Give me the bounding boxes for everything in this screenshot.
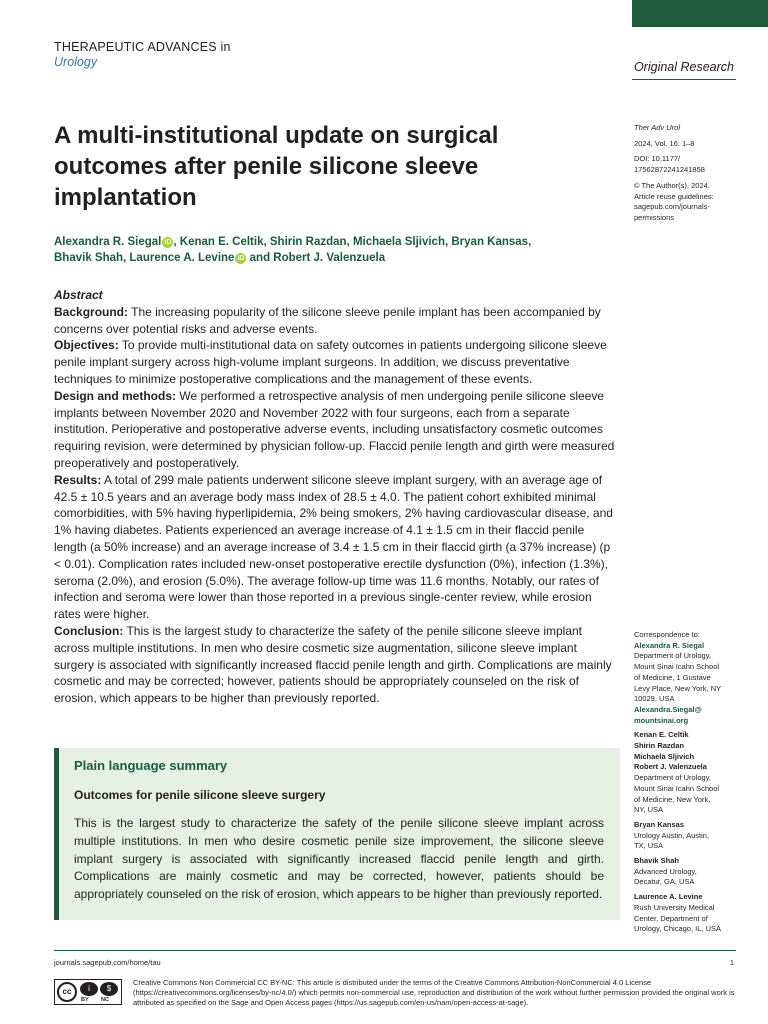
header-divider <box>632 79 736 80</box>
doi-number[interactable]: 17562872241241858 <box>634 165 705 175</box>
copyright: © The Author(s), 2024. <box>634 180 710 190</box>
affil-addr: Urology, Chicago, IL, USA <box>634 924 721 934</box>
correspondence-block <box>634 630 721 935</box>
corr-addr: Mount Sinai Icahn School <box>634 662 720 672</box>
section-text: To provide multi-institutional data on safety outcomes in patients undergoing silicone sleeve penile implant surgery across high-volume implant surgeons. In addition, we discuss preventative techniques to minimize postoperative complications and the management of these events. <box>54 338 607 386</box>
journal-url[interactable]: journals.sagepub.com/home/tau <box>54 958 161 967</box>
affil-name: Bhavik Shah <box>634 856 680 866</box>
article-meta <box>634 123 714 224</box>
journal-name: THERAPEUTIC ADVANCES in <box>54 40 231 54</box>
affil-name: Bryan Kansas <box>634 819 685 829</box>
affil-addr: Rush University Medical <box>634 902 715 912</box>
volume-info: 2024, Vol. 16: 1–8 <box>634 138 695 148</box>
corr-addr: of Medicine, 1 Gustave <box>634 672 711 682</box>
section-label: Design and methods: <box>54 388 177 403</box>
cc-license-badge[interactable] <box>54 979 122 1005</box>
authors-line1: , Kenan E. Celtik, Shirin Razdan, Michaela Sljivich, Bryan Kansas, <box>173 236 532 248</box>
section-text: This is the largest study to characterize the safety of the penile silicone sleeve implant across multiple institutions. In men who desire cosmetic size augmentation, silicone sleeve implant surgery is associated with significantly increased flaccid penile length and girth. Complications are mainly cosmetic and may be corrected; however, patients should be appropriately counseled on the risk of erosion, which appears to be higher than previously reported. <box>54 623 612 706</box>
author-siegal: Alexandra R. Siegal <box>54 236 162 248</box>
abstract-background <box>54 304 620 338</box>
affil-addr: Advanced Urology, <box>634 866 697 876</box>
abstract-heading: Abstract <box>54 288 103 302</box>
section-text: The increasing popularity of the silicone sleeve penile implant has been accompanied by concerns over potential risks and adverse events. <box>54 304 601 336</box>
abstract-objectives <box>54 337 620 387</box>
affil-addr: Department of Urology, <box>634 773 711 783</box>
affil-addr: NY, USA <box>634 805 664 815</box>
affil-name: Laurence A. Levine <box>634 892 703 902</box>
header-color-bar <box>632 0 768 27</box>
author-list <box>54 234 594 266</box>
corr-email[interactable]: Alexandra.Siegal@ <box>634 704 702 714</box>
orcid-icon[interactable]: iD <box>237 255 245 262</box>
orcid-icon[interactable]: iD <box>164 239 172 246</box>
abstract <box>54 287 620 707</box>
authors-line2-end: and Robert J. Valenzuela <box>246 252 386 264</box>
cc-nc-label: NC <box>101 997 109 1003</box>
affil-addr: of Medicine, New York, <box>634 794 711 804</box>
license-text: Creative Commons Non Commercial CC BY-NC: This article is distributed under the terms of the Creative Commons Attribution-NonCommercial 4.0 License (https://creativecommons.org/licenses/by-nc/4.0/) which permits non-commercial use, reproduction and distribution of the work without further permission provided the original work is attributed as specified on the Sage and Open Access pages (https://us.sagepub.com/en-us/nam/open-access-at-sage). <box>133 978 735 1007</box>
cc-icon: cc <box>57 982 77 1002</box>
plain-language-summary-box <box>54 748 620 920</box>
section-text: A total of 299 male patients underwent silicone sleeve implant surgery, with an average age of 42.5 ± 10.5 years and an average body mass index of 28.5 ± 4.0. The patient cohort exhibited minimal comorbidities, with 5% having hyperlipidemia, 2% being smokers, 2% having cardiovascular disease, and 1% having diabetes. Patients experienced an average increase of 4.1 ± 1.5 cm in their flaccid penile length (a 50% increase) and an average increase of 3.4 ± 1.5 cm in their flaccid girth (a 37% increase) (p < 0.01). Complication rates included new-onset postoperative erectile dysfunction (0%), infection (1.3%), seroma (2.0%), and erosion (5.0%). The average follow-up time was 11.6 months. Notably, our rates of infection and seroma were lower than those reported in a previous single-center review, while erosion rates were higher. <box>54 472 613 622</box>
cc-by-label: BY <box>81 997 89 1003</box>
section-label: Conclusion: <box>54 623 124 638</box>
affil-addr: Urology Austin, Austin, <box>634 830 710 840</box>
summary-accent-bar <box>54 748 59 920</box>
noncommercial-icon: $ <box>100 982 118 996</box>
affil-name: Shirin Razdan <box>634 741 685 751</box>
article-title: A multi-institutional update on surgical outcomes after penile silicone sleeve implantation <box>54 122 499 211</box>
affil-name: Michaela Sljivich <box>634 751 695 761</box>
abstract-conclusion <box>54 623 620 707</box>
authors-line2: Bhavik Shah, Laurence A. Levine <box>54 252 235 264</box>
affil-addr: TX, USA <box>634 841 664 851</box>
section-text: We performed a retrospective analysis of men undergoing penile silicone sleeve implants between November 2020 and November 2022 with four surgeons, each from a separate institution. Perioperative and postoperative adverse events, including unsatisfactory cosmetic outcomes requiring revision, were determined by physician follow-up. Flaccid penile length and girth were measured preoperatively and postoperatively. <box>54 388 615 470</box>
section-label: Results: <box>54 472 102 487</box>
summary-body: This is the largest study to characterize the safety of the penile silicone sleeve implant across multiple institutions. In men who desire cosmetic penile size improvement, the silicone sleeve implant surgery is associated with significantly increased flaccid penile length and girth. Complications are mainly cosmetic and may be corrected, however, patients should be appropriately counseled on the risk of erosion, which appears to be higher than previously reported. <box>74 816 604 902</box>
journal-abbrev: Ther Adv Urol <box>634 123 680 132</box>
abstract-results <box>54 472 620 623</box>
corr-addr: Department of Urology, <box>634 651 711 661</box>
footer-divider <box>54 950 736 951</box>
affil-addr: Decatur, GA, USA <box>634 877 695 887</box>
page-number: 1 <box>729 958 734 967</box>
corr-addr: 10029, USA <box>634 694 675 704</box>
affil-name: Robert J. Valenzuela <box>634 762 707 772</box>
correspondence-name: Alexandra R. Siegal <box>634 640 705 650</box>
journal-masthead <box>54 40 231 69</box>
corr-addr: Levy Place, New York, NY <box>634 683 722 693</box>
summary-subtitle: Outcomes for penile silicone sleeve surgery <box>74 788 326 802</box>
section-label: Background: <box>54 304 129 319</box>
reuse-guidelines-link-end[interactable]: permissions <box>634 212 675 222</box>
reuse-guidelines-1: Article reuse guidelines: <box>634 191 714 201</box>
affil-name: Kenan E. Celtik <box>634 730 689 740</box>
reuse-guidelines-link[interactable]: sagepub.com/journals- <box>634 202 710 212</box>
doi-label[interactable]: DOI: 10.1177/ <box>634 154 681 164</box>
abstract-design-methods <box>54 388 620 472</box>
affil-addr: Mount Sinai Icahn School <box>634 783 720 793</box>
summary-title: Plain language summary <box>74 758 228 773</box>
affil-addr: Center, Department of <box>634 913 708 923</box>
journal-subject: Urology <box>54 55 98 69</box>
attribution-icon: i <box>80 982 98 996</box>
correspondence-label: Correspondence to: <box>634 630 700 639</box>
section-label: Objectives: <box>54 338 119 353</box>
corr-email-end[interactable]: mountsinai.org <box>634 715 689 725</box>
article-type: Original Research <box>633 60 734 74</box>
